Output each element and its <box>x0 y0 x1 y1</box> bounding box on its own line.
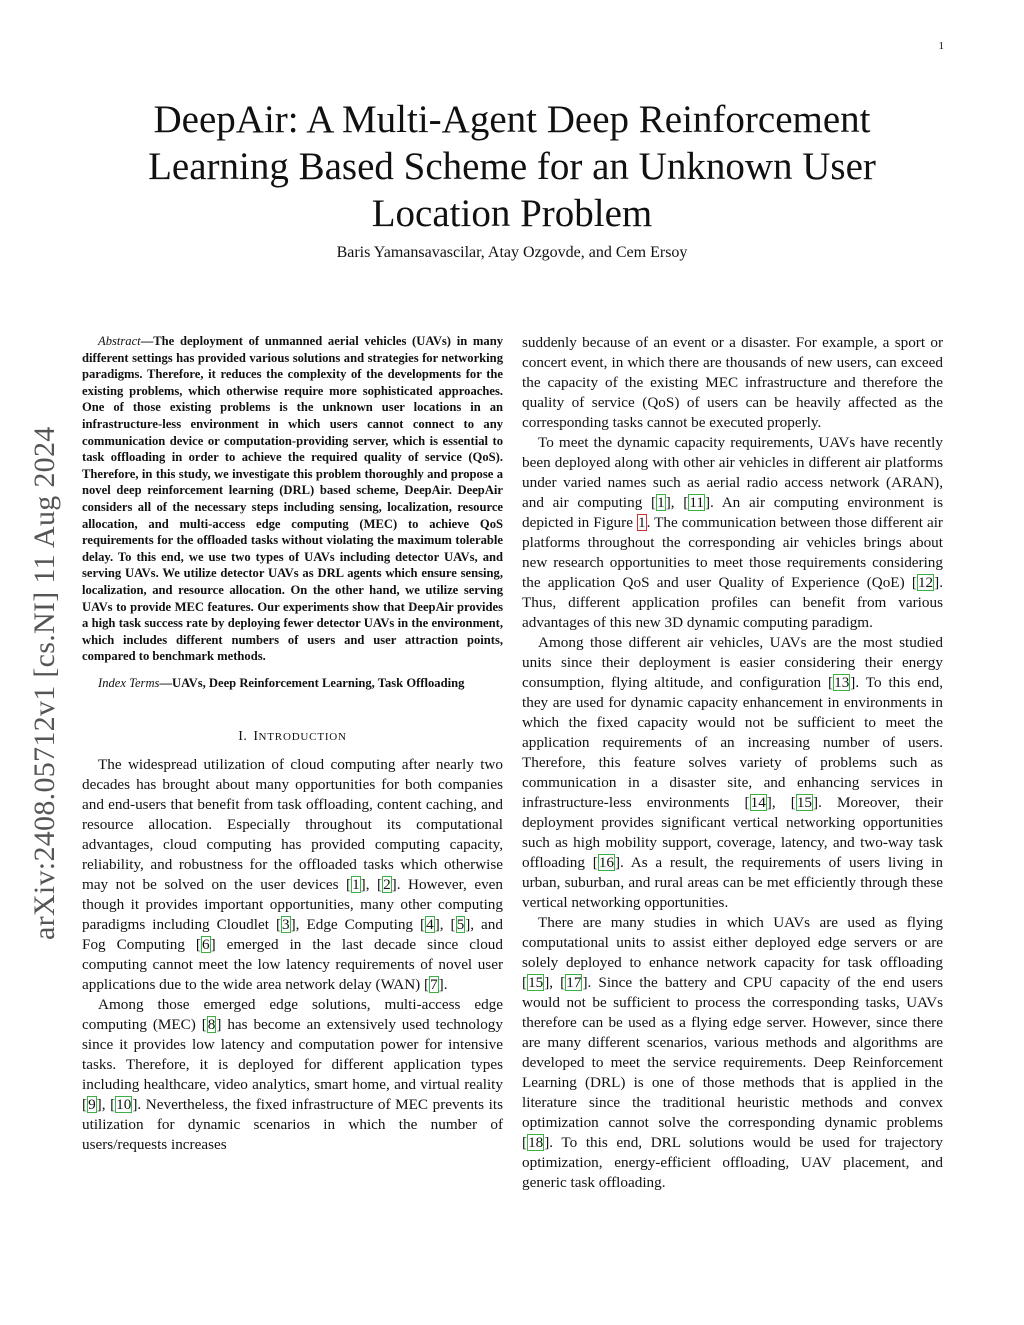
citation-link[interactable]: 3 <box>282 916 290 934</box>
intro-paragraph-2: Among those emerged edge solutions, multi-access edge computing (MEC) [8] has become an extensively used technology since it provides low latency and computation power for intensive tasks. Therefore, it is deployed for different application types including healthcare, video analytics, smart home, and virtual reality [9], [10]. Nevertheless, the fixed infrastructure of MEC prevents its utilization for dynamic scenarios in which the number of users/requests increases <box>82 996 503 1154</box>
citation-link[interactable]: 15 <box>796 794 813 811</box>
index-terms-label: Index Terms <box>98 675 160 690</box>
left-column <box>82 333 503 1155</box>
section-title-rest: NTRODUCTION <box>258 731 347 744</box>
citation-link[interactable]: 8 <box>207 1016 216 1034</box>
title-line: Learning Based Scheme for an Unknown User <box>148 145 876 188</box>
citation-link[interactable]: 18 <box>528 1134 544 1151</box>
right-column <box>522 333 943 1193</box>
citation-link[interactable]: 2 <box>383 876 391 894</box>
index-terms-text: —UAVs, Deep Reinforcement Learning, Task Offloading <box>159 675 465 690</box>
page-number: 1 <box>938 40 944 52</box>
intro-paragraph-continued: suddenly because of an event or a disaster. For example, a sport or concert event, in which there are thousands of new users, can exceed the capacity of the existing MEC infrastructure and therefore the quality of service (QoS) of users can be heavily affected as the corresponding tasks cannot be executed properly. <box>522 334 943 431</box>
citation-link[interactable]: 17 <box>566 974 582 991</box>
citation-link[interactable]: 10 <box>116 1096 132 1114</box>
intro-paragraph-5: There are many studies in which UAVs are used as flying computational units to assist either deployed edge servers or are solely deployed to enhance network capacity for task offloading [15], [17]. Since the battery and CPU capacity of the end users would not be sufficient to process the corresponding tasks, UAVs therefore can be used as a flying edge server. However, since there are many different scenarios, various methods and algorithms are developed to meet the service requirements. Deep Reinforcement Learning (DRL) is one of those methods that is applied in the literature since the traditional heuristic methods and convex optimization cannot solve the corresponding dynamic problems [18]. To this end, DRL solutions would be used for trajectory optimization, energy-efficient offloading, UAV placement, and generic task offloading. <box>522 914 943 1191</box>
citation-link[interactable]: 1 <box>352 876 360 894</box>
citation-link[interactable]: 4 <box>426 916 434 934</box>
citation-link[interactable]: 11 <box>689 494 704 511</box>
paper-title <box>110 96 914 237</box>
citation-link[interactable]: 5 <box>456 916 465 934</box>
intro-paragraph-4: Among those different air vehicles, UAVs are the most studied units since their deployment is easier considering their energy consumption, flying altitude, and configuration [13]. To this end, they are used for dynamic capacity enhancement in environments in which the fixed capacity would not be sufficient to meet the application requirements of an increasing number of users. Therefore, this feature solves variety of problems such as communication in a disaster site, and enhancing services in infrastructure-less environments [14], [15]. Moreover, their deployment provides significant vertical networking opportunities such as high mobility support, coverage, latency, and two-way task offloading [16]. As a result, the requirements of users living in urban, suburban, and rural areas can be met efficiently through these vertical networking opportunities. <box>522 634 943 911</box>
section-heading-introduction <box>82 727 503 747</box>
figure-link[interactable]: 1 <box>637 514 646 531</box>
title-line: Location Problem <box>371 192 653 235</box>
index-terms <box>82 675 503 692</box>
citation-link[interactable]: 12 <box>917 574 934 591</box>
citation-link[interactable]: 9 <box>88 1096 96 1114</box>
author-list: Baris Yamansavascilar, Atay Ozgovde, and Cem Ersoy <box>336 244 688 261</box>
citation-link[interactable]: 1 <box>657 494 665 511</box>
intro-paragraph-3: To meet the dynamic capacity requirements, UAVs have recently been deployed along with other air vehicles in different air platforms under varied names such as aerial radio access network (ARAN), and air computing [1], [11]. An air computing environment is depicted in Figure 1. The communication between those different air platforms throughout the corresponding air vehicles brings about new research opportunities to meet those requirements considering the application QoS and user Quality of Experience (QoE) [12]. Thus, different application profiles can benefit from various advantages of this new 3D dynamic computing paradigm. <box>522 434 944 631</box>
abstract-label: Abstract <box>98 334 141 348</box>
citation-link[interactable]: 14 <box>750 794 766 811</box>
citation-link[interactable]: 15 <box>528 974 544 991</box>
citation-link[interactable]: 16 <box>598 854 614 871</box>
citation-link[interactable]: 6 <box>201 936 210 954</box>
intro-paragraph-1: The widespread utilization of cloud computing after nearly two decades has brought about many opportunities for both companies and end-users that benefit from task offloading, content caching, and resource allocation. Especially throughout its computational advantages, cloud computing has provided computing capacity, reliability, and robustness for the offloaded tasks which otherwise may not be solved on the user devices [1], [2]. However, even though it provides important opportunities, many other computing paradigms including Cloudlet [3], Edge Computing [4], [5], and Fog Computing [6] emerged in the last decade since cloud computing cannot meet the low latency requirements of novel user applications due to the wide area network delay (WAN) [7]. <box>82 756 503 994</box>
title-line: DeepAir: A Multi-Agent Deep Reinforcement <box>153 98 871 141</box>
citation-link[interactable]: 13 <box>834 674 850 691</box>
abstract <box>82 333 503 665</box>
section-number: I. <box>238 729 248 745</box>
section-title-initial: I <box>253 729 259 745</box>
abstract-text: —The deployment of unmanned aerial vehicles (UAVs) in many different settings has provided various solutions and strategies for networking paradigms. Therefore, it reduces the complexity of the developments for the existing problems, which otherwise require more sophisticated approaches. One of those existing problems is the unknown user locations in an infrastructure-less environment in which users cannot connect to any communication device or computation-providing server, which is essential to task offloading in order to achieve the required quality of service (QoS). Therefore, in this study, we investigate this problem thoroughly and propose a novel deep reinforcement learning (DRL) based scheme, DeepAir. DeepAir considers all of the necessary steps including sensing, localization, resource allocation, and multi-access edge computing (MEC) to achieve QoS requirements for the offloaded tasks without violating the maximum tolerable delay. To this end, we use two types of UAVs including detector UAVs, and serving UAVs. We utilize detector UAVs as DRL agents which ensure sensing, localization, and resource allocation. On the other hand, we utilize serving UAVs to provide MEC features. Our experiments show that DeepAir provides a high task success rate by deploying fewer detector UAVs in the environment, which includes different numbers of users and user attraction points, compared to benchmark methods. <box>82 334 503 664</box>
citation-link[interactable]: 7 <box>430 976 438 994</box>
arxiv-identifier: arXiv:2408.05712v1 [cs.NI] 11 Aug 2024 <box>28 426 61 940</box>
